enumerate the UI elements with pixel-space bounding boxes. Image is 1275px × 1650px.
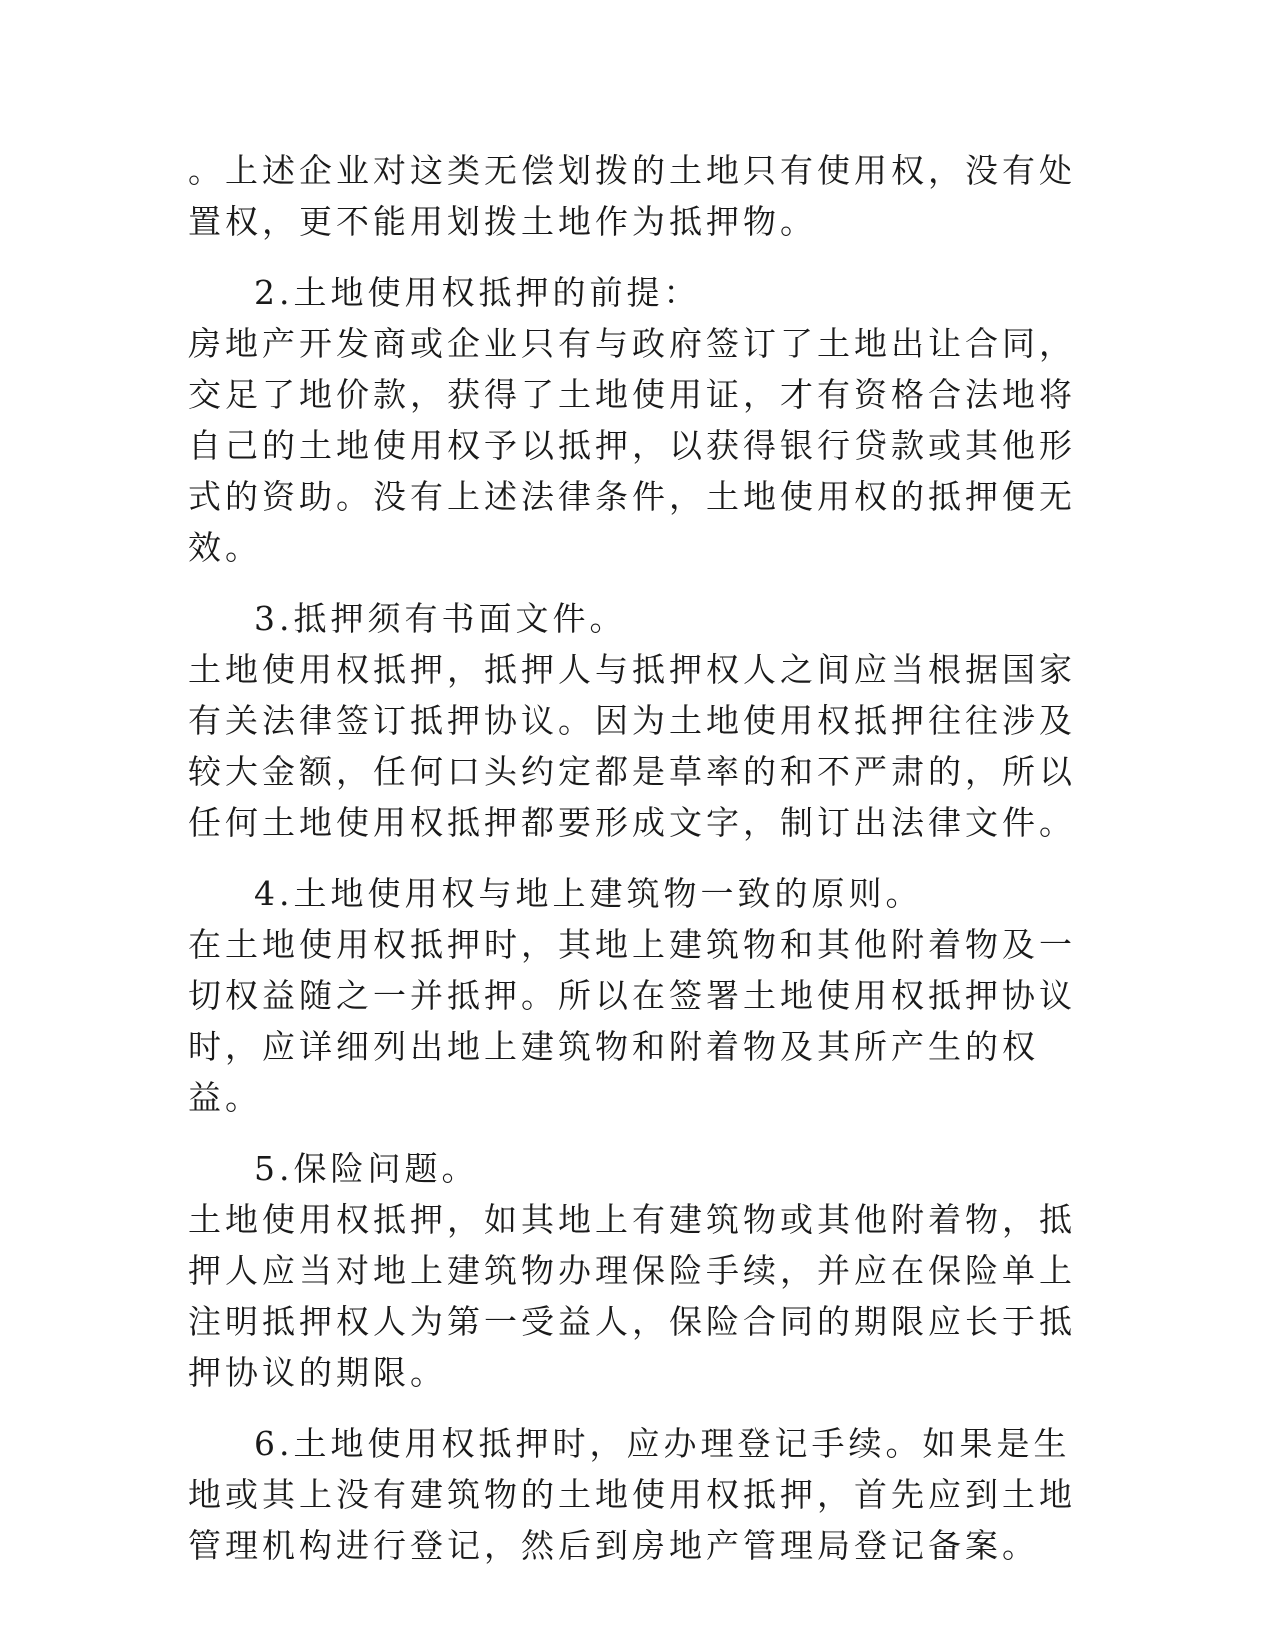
section-3-heading: 3.抵押须有书面文件。 xyxy=(254,599,627,638)
section-2-heading: 2.土地使用权抵押的前提： xyxy=(254,273,701,312)
document-body xyxy=(188,145,1088,1571)
intro-paragraph: 。上述企业对这类无偿划拨的土地只有使用权，没有处置权，更不能用划拨土地作为抵押物。 xyxy=(188,151,1076,241)
section-2-body: 房地产开发商或企业只有与政府签订了土地出让合同，交足了地价款，获得了土地使用证，才有资格合法地将自己的土地使用权予以抵押，以获得银行贷款或其他形式的资助。没有上述法律条件，土地使用权的抵押便无效。 xyxy=(188,324,1076,567)
section-4-body: 在土地使用权抵押时，其地上建筑物和其他附着物及一切权益随之一并抵押。所以在签署土地使用权抵押协议时，应详细列出地上建筑物和附着物及其所产生的权益。 xyxy=(188,925,1076,1117)
section-3-body: 土地使用权抵押，抵押人与抵押权人之间应当根据国家有关法律签订抵押协议。因为土地使用权抵押往往涉及较大金额，任何口头约定都是草率的和不严肃的，所以任何土地使用权抵押都要形成文字，制订出法律文件。 xyxy=(188,650,1076,842)
section-5-heading: 5.保险问题。 xyxy=(254,1149,479,1188)
section-5-body: 土地使用权抵押，如其地上有建筑物或其他附着物，抵押人应当对地上建筑物办理保险手续，并应在保险单上注明抵押权人为第一受益人，保险合同的期限应长于抵押协议的期限。 xyxy=(188,1200,1076,1392)
section-4-heading: 4.土地使用权与地上建筑物一致的原则。 xyxy=(254,874,923,913)
section-6-paragraph: 6.土地使用权抵押时，应办理登记手续。如果是生地或其上没有建筑物的土地使用权抵押，首先应到土地管理机构进行登记，然后到房地产管理局登记备案。 xyxy=(188,1424,1076,1565)
